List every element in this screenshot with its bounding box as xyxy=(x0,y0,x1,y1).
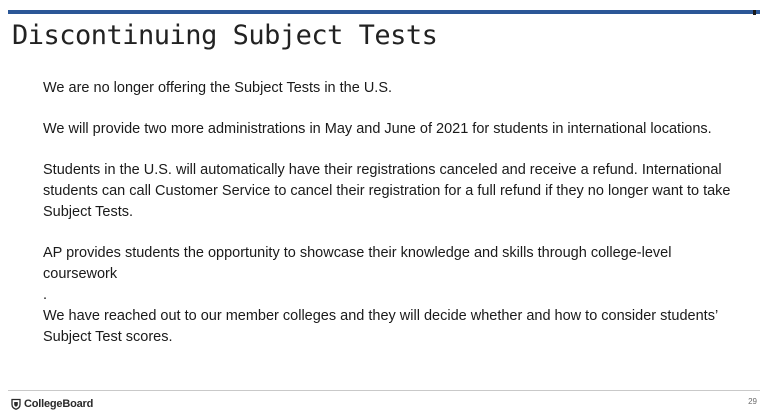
collegeboard-logo xyxy=(10,398,93,410)
paragraph-us-discontinued: We are no longer offering the Subject Tests in the U.S. xyxy=(43,80,393,96)
slide-title: Discontinuing Subject Tests xyxy=(12,20,438,51)
paragraph-period: . xyxy=(43,287,48,303)
paragraph-ap-coursework: AP provides students the opportunity to showcase their knowledge and skills through college-level coursework xyxy=(43,245,672,282)
paragraph-international-administrations: We will provide two more administrations in May and June of 2021 for students in international locations. xyxy=(43,121,712,137)
slide-body xyxy=(43,78,743,348)
page-number: 29 xyxy=(748,397,757,406)
logo-text: CollegeBoard xyxy=(24,398,94,410)
paragraph-member-colleges: We have reached out to our member colleges and they will decide whether and how to consider students’ Subject Test scores. xyxy=(43,308,718,345)
acorn-shield-icon xyxy=(10,398,22,410)
footer-rule xyxy=(8,390,760,391)
header-rule-tick xyxy=(753,10,756,15)
header-rule xyxy=(8,10,760,14)
paragraph-refunds: Students in the U.S. will automatically have their registrations canceled and receive a refund. International students can call Customer Service to cancel their registration for a full refund if they no longer want to take Subject Tests. xyxy=(43,162,731,220)
